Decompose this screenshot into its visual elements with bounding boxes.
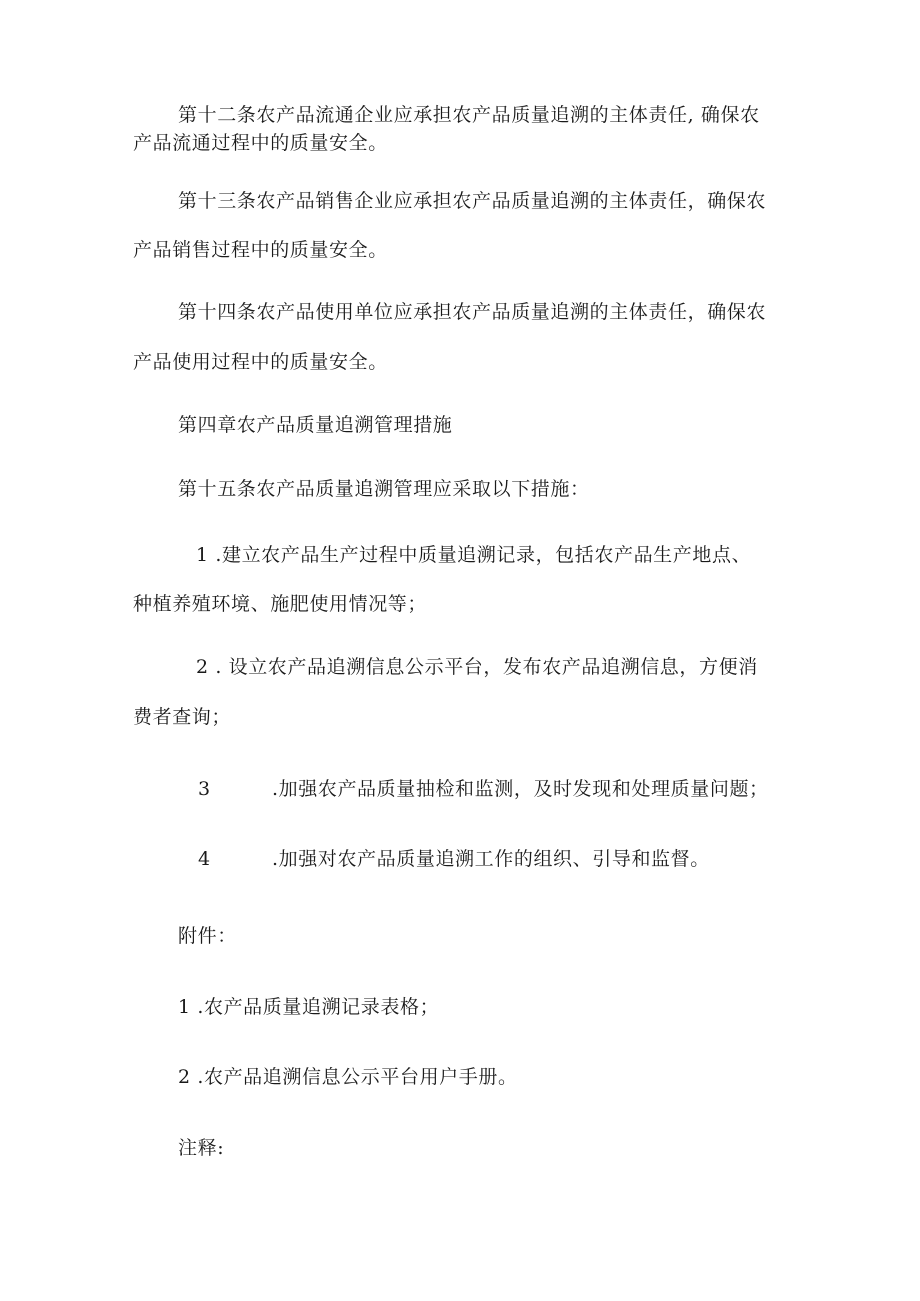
attachment-item-1: 1 .农产品质量追溯记录表格； [178,996,440,1018]
chapter-4-heading: 第四章农产品质量追溯管理措施 [178,414,453,436]
article-15-text: 第十五条农产品质量追溯管理应采取以下措施： [178,478,590,500]
measure-4-number: 4 [198,848,211,870]
measure-1-line-2: 种植养殖环境、施肥使用情况等； [133,593,428,615]
article-12-line-2: 产品流通过程中的质量安全。 [133,132,388,154]
notes-heading: 注释: [178,1137,225,1159]
measure-3-number: 3 [198,778,211,800]
measure-4-text: .加强对农产品质量追溯工作的组织、引导和监督。 [272,848,710,870]
article-12-line-1: 第十二条农产品流通企业应承担农产品质量追溯的主体责任, 确保农 [178,104,760,126]
article-13-line-2: 产品销售过程中的质量安全。 [133,239,388,261]
measure-2-line-1: 2 . 设立农产品追溯信息公示平台，发布农产品追溯信息，方便消 [196,656,758,678]
article-13-line-1: 第十三条农产品销售企业应承担农产品质量追溯的主体责任，确保农 [178,190,767,212]
attachments-heading: 附件： [178,925,237,947]
article-14-line-2: 产品使用过程中的质量安全。 [133,351,388,373]
measure-3-text: .加强农产品质量抽检和监测，及时发现和处理质量问题； [272,778,769,800]
article-14-line-1: 第十四条农产品使用单位应承担农产品质量追溯的主体责任，确保农 [178,301,767,323]
attachment-item-2: 2 .农产品追溯信息公示平台用户手册。 [178,1066,518,1088]
measure-1-line-1: 1 .建立农产品生产过程中质量追溯记录，包括农产品生产地点、 [196,544,752,566]
measure-2-line-2: 费者查询； [133,706,232,728]
